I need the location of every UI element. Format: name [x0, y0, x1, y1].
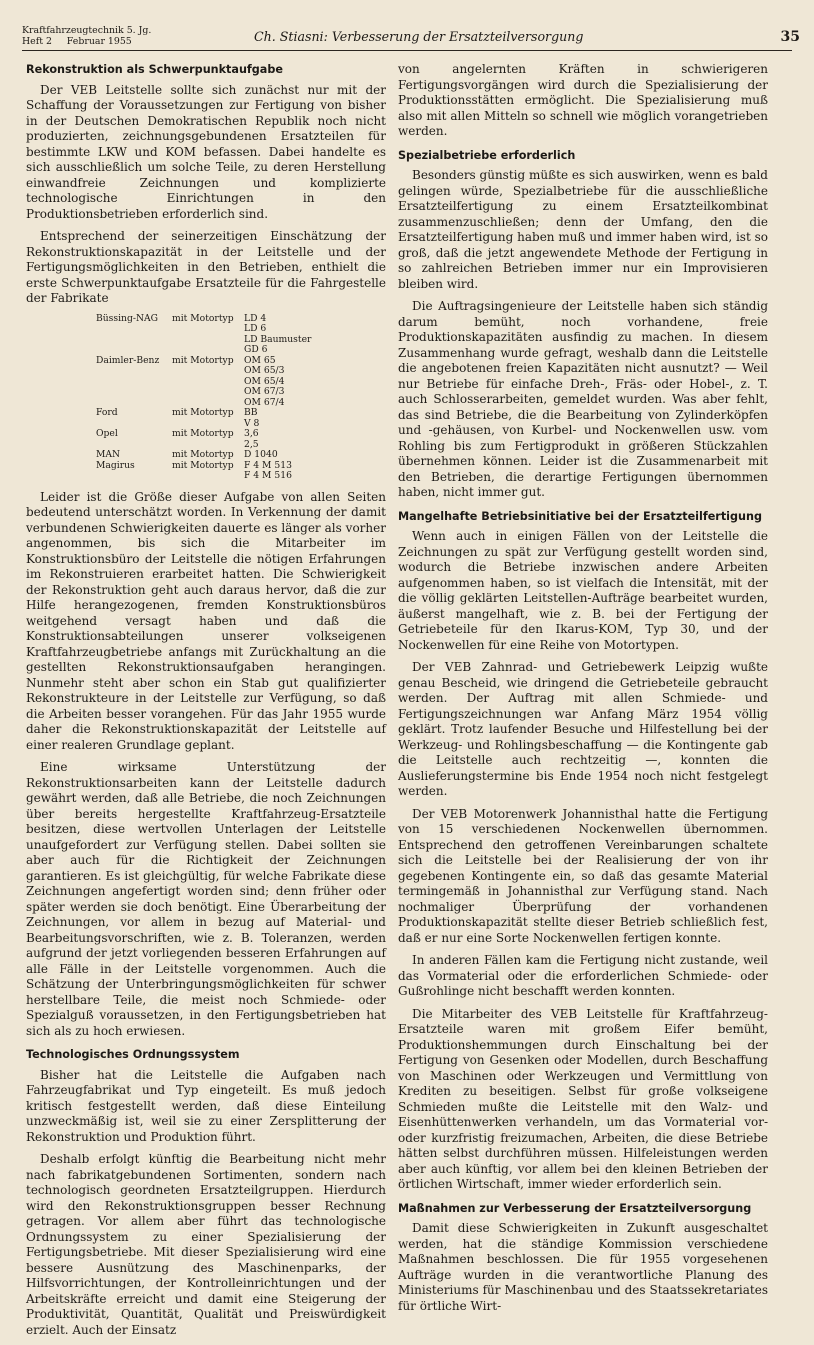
type-cell: F 4 M 513: [244, 459, 292, 471]
type-row: [96, 387, 311, 398]
motortyp-cell: [172, 335, 244, 346]
paragraph: Der VEB Zahnrad- und Getriebewerk Leipzig wußte genau Bescheid, wie dringend die Getriebeteile gebraucht werden. Der Auftrag mit allen Schmiede- und Fertigungszeichnungen war Anfang März 1954 völlig geklärt. Trotz laufender Besuche und Hilfestellung bei der Werkzeug- und Rohlingsbeschaffung — die Kontingente gab die Leitstelle auch rechtzeitig —, konnten die Auslieferungstermine bis Ende 1954 noch nicht festgelegt werden.: [398, 660, 768, 798]
type-row: [96, 429, 311, 440]
motortyp-cell: mit Motortyp: [172, 428, 234, 439]
type-row: [96, 450, 311, 461]
type-cell: GD 6: [244, 344, 268, 355]
maker-cell: Ford: [96, 407, 118, 418]
paragraph: Damit diese Schwierigkeiten in Zukunft ausgeschaltet werden, hat die ständige Kommission verschiedene Maßnahmen beschlossen. Die für 1955 vorgesehenen Aufträge wurden in die verantwortliche Planung des Ministeriums für Maschinenbau und des Staatssekretariates für örtliche Wirt-: [398, 1221, 768, 1313]
type-cell: OM 67/3: [244, 386, 285, 397]
maker-cell: [96, 324, 172, 335]
section-heading: Mangelhafte Betriebsinitiative bei der Ersatzteilfertigung: [398, 509, 762, 523]
type-cell: LD 6: [244, 323, 267, 334]
paragraph: Eine wirksame Unterstützung der Rekonstruktionsarbeiten kann der Leitstelle dadurch gewährt werden, daß alle Betriebe, die noch Zeichnungen über bereits hergestellte Kraftfahrzeug-Ersatzteile besitzen, diese wertvollen Unterlagen der Leitstelle unaufgefordert zur Verfügung stellen. Dabei sollten sie aber auch für die Richtigkeit der Zeichnungen garantieren. Es ist gleichgültig, für welche Fabrikate diese Zeichnungen angefertigt worden sind; denn früher oder später werden sie doch benötigt. Eine Überarbeitung der Zeichnungen, vor allem in bezug auf Material- und Bearbeitungsvorschriften, wie z. B. Toleranzen, werden aufgrund der jetzt vorliegenden besseren Erfahrungen auf alle Fälle in der Leitstelle vorgenommen. Auch die Schätzung der Unterbringungsmöglichkeiten für schwer herstellbare Teile, die meist noch Schmiede- oder Spezialguß voraussetzen, in den Fertigungsbetrieben hat sich als zu hoch erwiesen.: [26, 760, 386, 1038]
paragraph: Der VEB Motorenwerk Johannisthal hatte die Fertigung von 15 verschiedenen Nockenwellen übernommen. Entsprechend den getroffenen Vereinbarungen schaltete sich die Leitstelle bei der Realisierung der von ihr gegebenen Kontingente ein, so daß das gesamte Material termingemäß in Johannisthal zur Verfügung stand. Nach nochmaliger Überprüfung der vorhandenen Produktionskapazität stellte dieser Betrieb schließlich fest, daß er nur eine Sorte Nockenwellen fertigen konnte.: [398, 806, 768, 945]
maker-cell: [96, 387, 172, 398]
section-heading: Technologisches Ordnungssystem: [26, 1048, 240, 1061]
maker-cell: Opel: [96, 428, 118, 439]
maker-cell: [96, 335, 172, 346]
section-heading: Rekonstruktion als Schwerpunktaufgabe: [26, 63, 283, 76]
type-row: [96, 314, 311, 325]
type-row: [96, 324, 311, 335]
section-heading: Spezialbetriebe erforderlich: [398, 148, 576, 162]
type-cell: BB: [244, 407, 258, 418]
maker-cell: [96, 471, 172, 482]
page-number: 35: [780, 29, 800, 45]
motortyp-cell: mit Motortyp: [172, 354, 234, 366]
type-cell: LD 4: [244, 312, 267, 324]
paragraph: In anderen Fällen kam die Fertigung nicht zustande, weil das Vormaterial oder die erforderlichen Schmiede- oder Gußrohlinge nicht beschafft werden konnten.: [398, 953, 768, 998]
paragraph: Der VEB Leitstelle sollte sich zunächst nur mit der Schaffung der Voraussetzungen zur Fertigung von bisher in der Deutschen Demokratischen Republik noch nicht produzierten, zeichnungsgebundenen Ersatzteilen für bestimmte LKW und KOM befassen. Dabei handelte es sich ausschließlich um solche Teile, zu deren Herstellung einwandfreie Zeichnungen und komplizierte technologische Einrichtungen in den Produktionsbetrieben erforderlich sind.: [26, 82, 386, 221]
maker-cell: [96, 377, 172, 388]
maker-cell: Magirus: [96, 459, 135, 471]
maker-cell: Büssing-NAG: [96, 312, 158, 324]
paragraph: Die Auftragsingenieure der Leitstelle haben sich ständig darum bemüht, noch vorhandene, freie Produktionskapazitäten ausfindig zu machen. In diesem Zusammenhang wurde gefragt, weshalb dann die Leitstelle die angebotenen freien Kapazitäten nicht ausnutzt? — Weil nur Betriebe für einfache Dreh-, Fräs- oder Hobel-, z. T. auch Schlosserarbeiten, gemeldet wurden. Was aber fehlt, das sind Betriebe, die die Bearbeitung von Zylinderköpfen und -gehäusen, von Kurbel- und Nockenwellen usw. vom Rohling bis zum Fertigprodukt in größeren Stückzahlen übernehmen können. Leider ist die Zusammenarbeit mit den Betrieben, die derartige Fertigungen übernommen haben, nicht immer gut.: [398, 299, 768, 499]
motortyp-cell: mit Motortyp: [172, 449, 234, 460]
type-cell: F 4 M 516: [244, 470, 292, 481]
paragraph: Besonders günstig müßte es sich auswirken, wenn es bald gelingen würde, Spezialbetriebe für die ausschließliche Ersatzteilfertigung zu einem Ersatzteilkombinat zusammenzuschließen; denn der Umfang, den die Ersatzteilfertigung haben muß und immer haben wird, ist so groß, daß die jetzt angewendete Methode der Fertigung in so zahlreichen Betrieben immer nur ein Improvisieren bleiben wird.: [398, 168, 768, 291]
motortyp-cell: [172, 387, 244, 398]
motortyp-cell: [172, 366, 244, 377]
motortyp-cell: mit Motortyp: [172, 459, 234, 471]
paragraph: Deshalb erfolgt künftig die Bearbeitung nicht mehr nach fabrikatgebundenen Sortimenten, sondern nach technologisch geordneten Ersatzteilgruppen. Hierdurch wird den Rekonstruktionsgruppen besser Rechnung getragen. Vor allem aber führt das technologische Ordnungssystem zu einer Spezialisierung der Fertigungsbetriebe. Mit dieser Spezialisierung wird eine bessere Ausnützung des Maschinenparks, der Hilfsvorrichtungen, der Kontrolleinrichtungen und der Arbeitskräfte erreicht und damit eine Steigerung der Produktivität, Quantität, Qualität und Preiswürdigkeit erzielt. Auch der Einsatz: [26, 1152, 386, 1337]
right-column: [398, 62, 768, 1321]
type-row: [96, 335, 311, 346]
maker-cell: Daimler-Benz: [96, 354, 160, 366]
paragraph: Entsprechend der seinerzeitigen Einschätzung der Rekonstruktionskapazität in der Leitstelle und der Fertigungsmöglichkeiten in den Betrieben, enthielt die erste Schwerpunktaufgabe Ersatzteile für die Fahrgestelle der Fabrikate: [26, 229, 386, 305]
type-cell: OM 65/3: [244, 365, 285, 376]
section-heading: Maßnahmen zur Verbesserung der Ersatzteilversorgung: [398, 1201, 752, 1215]
maker-cell: MAN: [96, 449, 121, 460]
type-cell: D 1040: [244, 449, 278, 460]
type-cell: 3,6: [244, 428, 259, 439]
journal-meta: Kraftfahrzeugtechnik 5. Jg. Heft 2 Februar 1955: [22, 25, 152, 47]
motortyp-cell: mit Motortyp: [172, 312, 234, 324]
type-cell: LD Baumuster: [244, 333, 312, 345]
running-header: [22, 25, 800, 51]
paragraph: Wenn auch in einigen Fällen von der Leitstelle die Zeichnungen zu spät zur Verfügung gestellt worden sind, wodurch die Betriebe inzwischen andere Arbeiten aufgenommen haben, so ist vielfach die Intensität, mit der die völlig geklärten Leitstellen-Aufträge bearbeitet wurden, äußerst mangelhaft, wie z. B. bei der Fertigung der Getriebeteile für den Ikarus-KOM, Typ 30, und der Nockenwellen für eine Reihe von Motortypen.: [398, 529, 768, 652]
left-column: [26, 62, 386, 1345]
motortyp-cell: [172, 345, 244, 356]
motortyp-cell: [172, 471, 244, 482]
type-cell: V 8: [244, 417, 260, 429]
motortyp-cell: [172, 377, 244, 388]
paragraph: Leider ist die Größe dieser Aufgabe von allen Seiten bedeutend unterschätzt worden. In Verkennung der damit verbundenen Schwierigkeiten dauerte es länger als vorher angenommen, bis sich die Mitarbeiter im Konstruktionsbüro der Leitstelle die nötigen Erfahrungen im Rekonstruieren erarbeitet hatten. Die Schwierigkeit der Rekonstruktion geht auch daraus hervor, daß die zur Hilfe herangezogenen, fremden Konstruktionsbüros weitgehend versagt haben und daß die Konstruktionsabteilungen unserer volkseigenen Kraftfahrzeugbetriebe anfangs mit Zurückhaltung an die gestellten Rekonstruktionsaufgaben herangingen. Nunmehr steht aber schon ein Stab gut qualifizierter Rekonstrukteure in der Leitstelle zur Verfügung, so daß die Arbeiten besser vorangehen. Für das Jahr 1955 wurde daher die Rekonstruktionskapazität der Leitstelle auf einer realeren Grundlage geplant.: [26, 489, 386, 752]
type-row: [96, 408, 311, 419]
vehicle-type-table: [96, 314, 311, 482]
motortyp-cell: [172, 324, 244, 335]
type-row: [96, 366, 311, 377]
paragraph: von angelernten Kräften in schwierigeren Fertigungsvorgängen wird durch die Spezialisierung der Produktionsstätten ermöglicht. Die Spezialisierung muß also mit allen Mitteln so schnell wie möglich vorangetrieben werden.: [398, 62, 768, 138]
motortyp-cell: mit Motortyp: [172, 407, 234, 418]
paragraph: Die Mitarbeiter des VEB Leitstelle für Kraftfahrzeug-Ersatzteile waren mit großem Eifer bemüht, Produktionshemmungen durch Einschaltung bei der Fertigung von Gesenken oder Modellen, durch Beschaffung von Maschinen oder Werkzeugen und Vermittlung von Krediten zu beseitigen. Selbst für große volkseigene Schmieden mußte die Leitstelle mit den Walz- und Eisenhüttenwerken verhandeln, um das Vormaterial vor- oder kurzfristig freizumachen, Arbeiten, die diese Betriebe hätten selbst durchführen müssen. Hilfeleistungen werden aber auch künftig, vor allem bei den kleinen Betrieben der örtlichen Wirtschaft, immer wieder erforderlich sein.: [398, 1006, 768, 1191]
paragraph: Bisher hat die Leitstelle die Aufgaben nach Fahrzeugfabrikat und Typ eingeteilt. Es muß jedoch kritisch festgestellt werden, daß diese Einteilung unzweckmäßig ist, weil sie zu einer Zersplitterung der Rekonstruktion und Produktion führt.: [26, 1067, 386, 1144]
maker-cell: [96, 366, 172, 377]
type-cell: 2,5: [244, 438, 259, 450]
maker-cell: [96, 345, 172, 356]
type-row: [96, 471, 311, 482]
type-cell: OM 65: [244, 354, 276, 366]
type-cell: OM 67/4: [244, 396, 285, 408]
running-title: Ch. Stiasni: Verbesserung der Ersatzteilversorgung: [254, 29, 584, 44]
type-cell: OM 65/4: [244, 375, 285, 387]
type-row: [96, 345, 311, 356]
